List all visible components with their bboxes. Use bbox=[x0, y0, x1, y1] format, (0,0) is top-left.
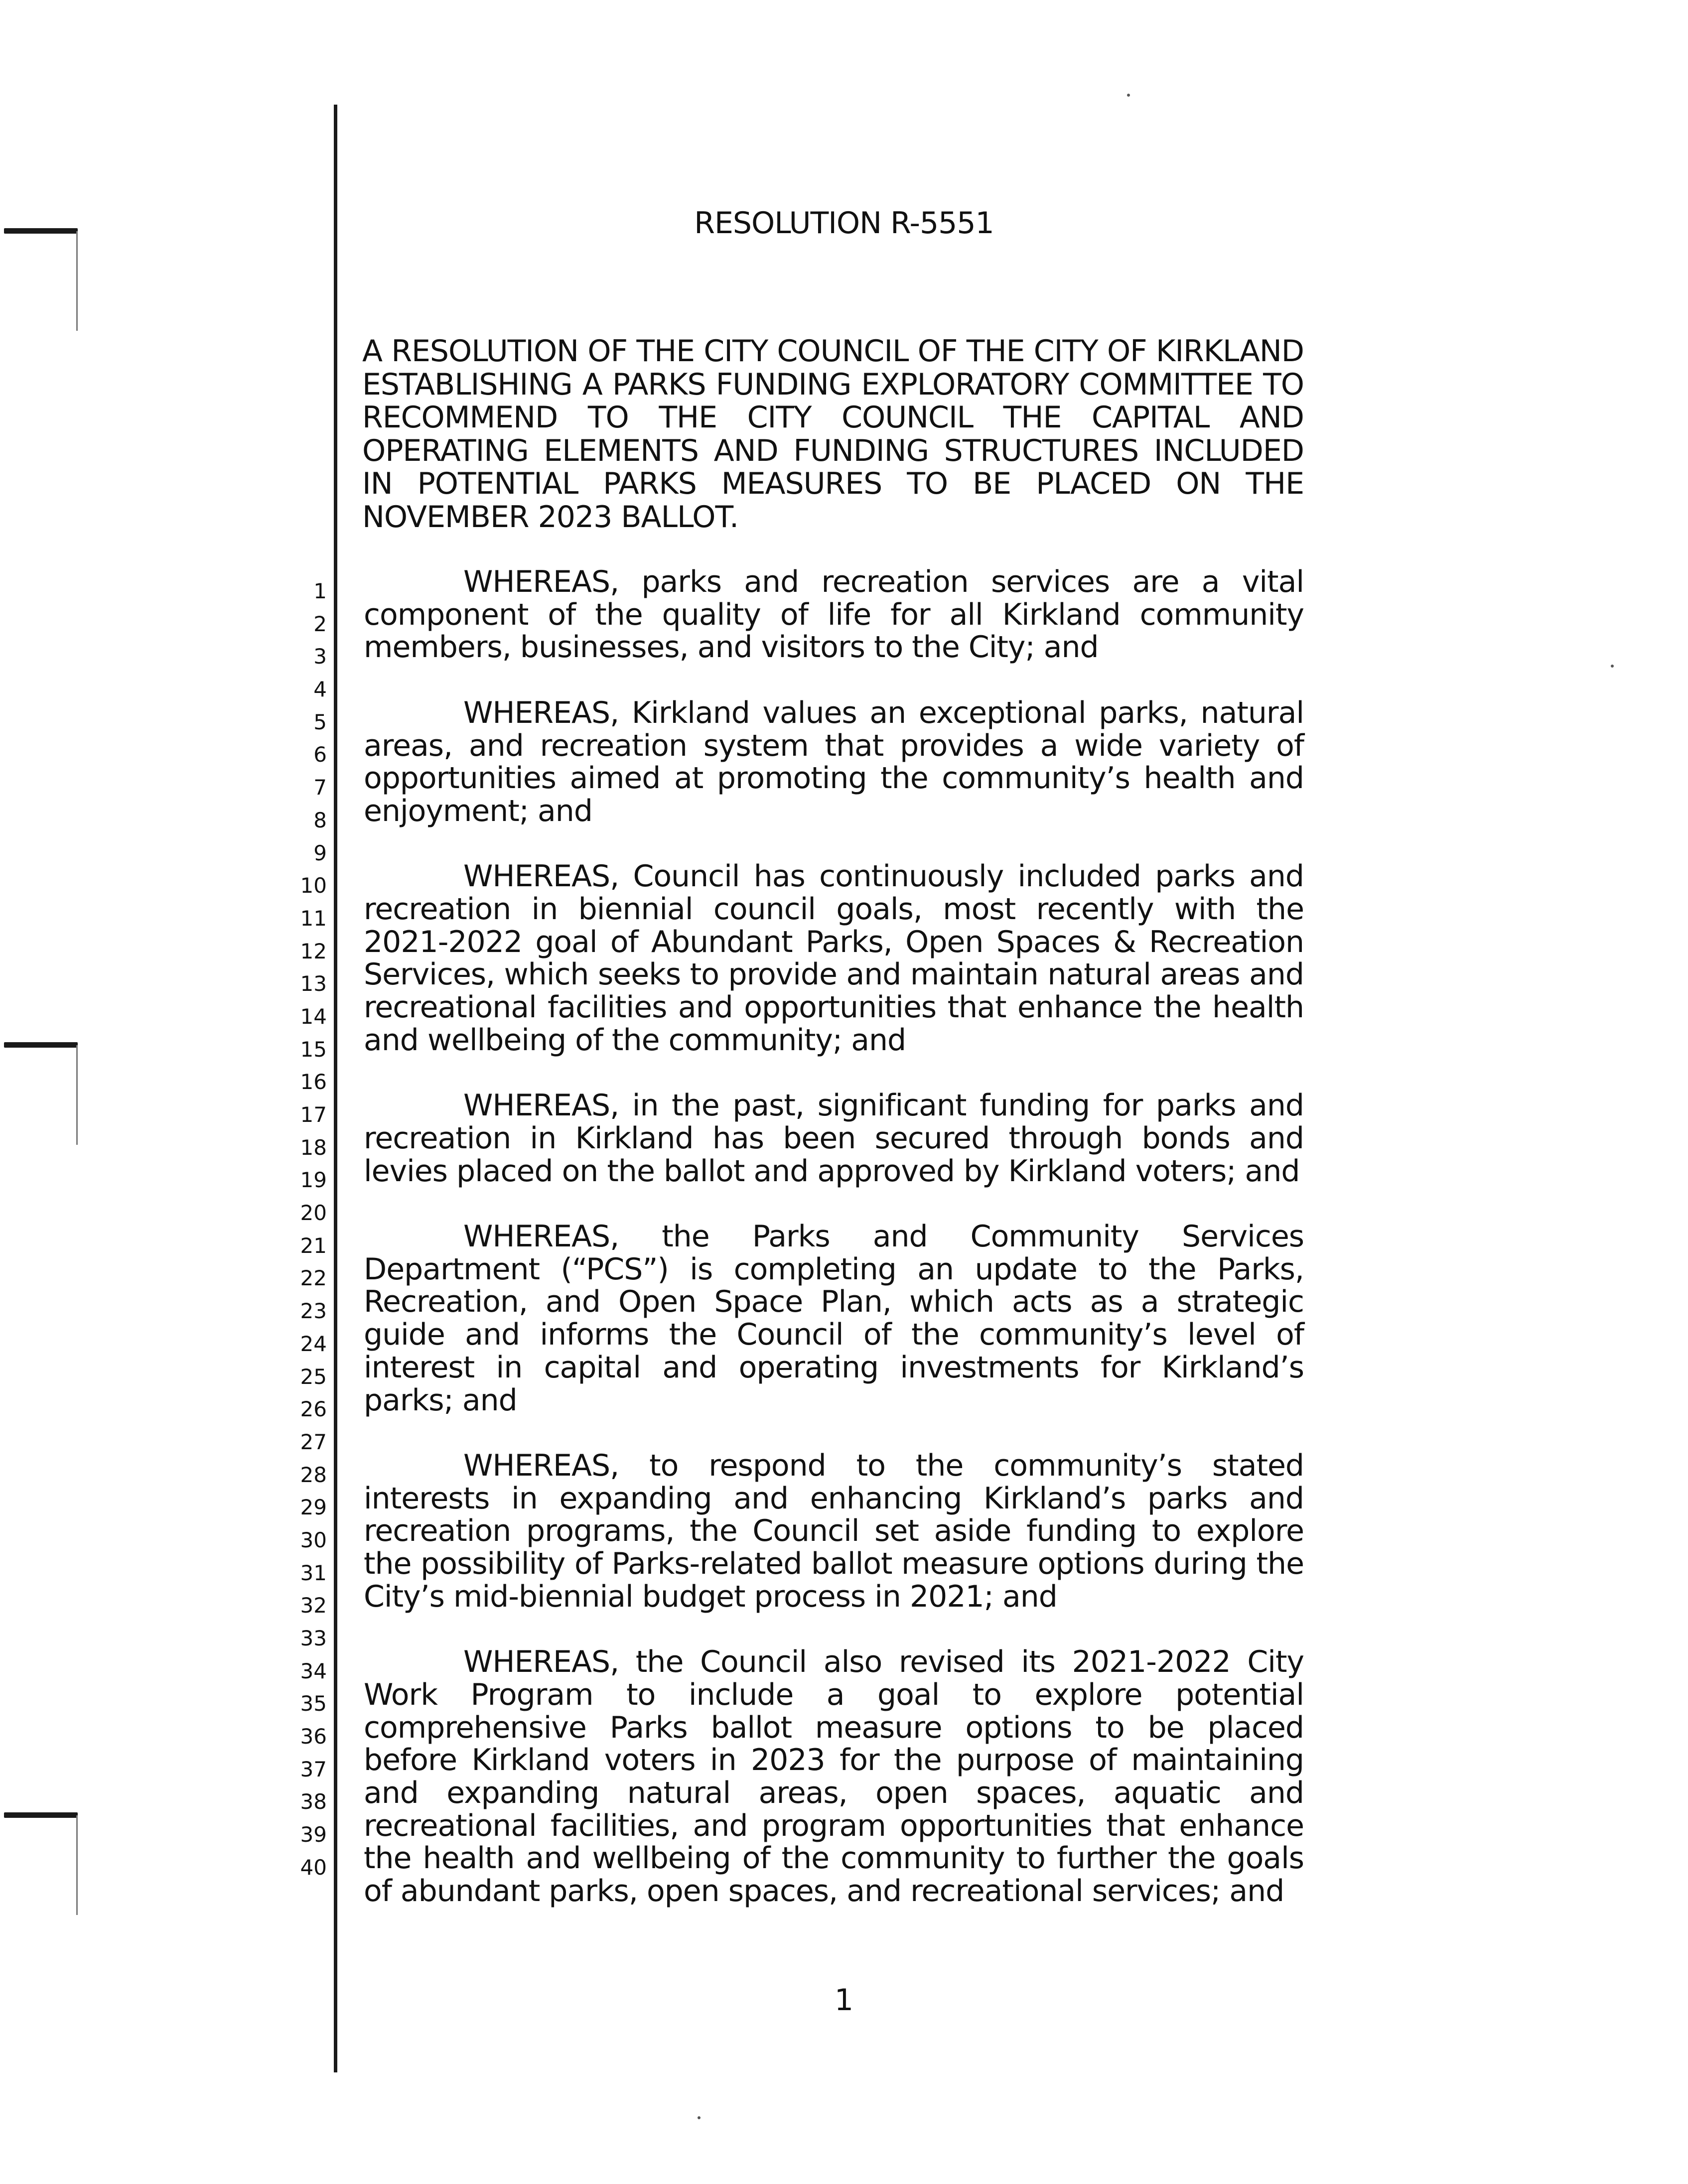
line-number: 17 bbox=[300, 1102, 327, 1127]
line-number: 35 bbox=[300, 1691, 327, 1716]
binder-mark-top bbox=[0, 228, 80, 338]
line-numbers bbox=[279, 575, 327, 1884]
whereas-paragraph: WHEREAS, in the past, significant funding for parks and recreation in Kirkland has been secured through bonds and levies placed on the ballot and approved by Kirkland voters; and bbox=[364, 1088, 1304, 1189]
line-number: 11 bbox=[300, 906, 327, 931]
line-number: 20 bbox=[300, 1201, 327, 1226]
line-number: 39 bbox=[300, 1822, 327, 1847]
line-number: 6 bbox=[313, 742, 327, 767]
line-number: 40 bbox=[300, 1855, 327, 1880]
line-number: 10 bbox=[300, 873, 327, 898]
line-number: 36 bbox=[300, 1724, 327, 1749]
line-number: 12 bbox=[300, 939, 327, 963]
line-number: 13 bbox=[300, 971, 327, 996]
line-number: 8 bbox=[313, 808, 327, 832]
line-number: 32 bbox=[300, 1593, 327, 1618]
line-number: 4 bbox=[313, 677, 327, 702]
resolution-heading: A RESOLUTION OF THE CITY COUNCIL OF THE CITY OF KIRKLAND ESTABLISHING A PARKS FUNDING EXPLORATORY COMMITTEE TO RECOMMEND TO THE CITY COUNCIL THE CAPITAL AND OPERATING ELEMENTS AND FUNDING STRUCTURES INCLUDED IN POTENTIAL PARKS MEASURES TO BE PLACED ON THE NOVEMBER 2023 BALLOT. bbox=[362, 334, 1304, 535]
line-number: 5 bbox=[313, 709, 327, 734]
line-number: 18 bbox=[300, 1135, 327, 1160]
line-number: 22 bbox=[300, 1266, 327, 1291]
line-number: 24 bbox=[300, 1331, 327, 1356]
line-number: 25 bbox=[300, 1364, 327, 1389]
line-number: 33 bbox=[300, 1626, 327, 1650]
line-number: 2 bbox=[313, 611, 327, 636]
whereas-paragraph: WHEREAS, to respond to the community’s stated interests in expanding and enhancing Kirkland’s parks and recreation programs, the Council set aside funding to explore the possibility of Parks-related ballot measure options during the City’s mid-biennial budget process in 2021; and bbox=[364, 1448, 1304, 1614]
line-number: 23 bbox=[300, 1299, 327, 1324]
scan-speck bbox=[698, 2116, 701, 2119]
line-number: 7 bbox=[313, 775, 327, 800]
line-number: 21 bbox=[300, 1233, 327, 1258]
line-number: 3 bbox=[313, 644, 327, 669]
line-number-rule bbox=[334, 105, 337, 2072]
line-number: 16 bbox=[300, 1070, 327, 1094]
scan-speck bbox=[1611, 665, 1614, 668]
whereas-paragraph: WHEREAS, Council has continuously included parks and recreation in biennial council goals, most recently with the 2021-2022 goal of Abundant Parks, Open Spaces & Recreation Services, which seeks to provide and maintain natural areas and recreational facilities and opportunities that enhance the health and wellbeing of the community; and bbox=[364, 859, 1304, 1058]
line-number: 34 bbox=[300, 1658, 327, 1683]
line-number: 15 bbox=[300, 1037, 327, 1062]
line-number: 1 bbox=[313, 579, 327, 603]
whereas-paragraph: WHEREAS, the Parks and Community Services Department (“PCS”) is completing an update to the Parks, Recreation, and Open Space Plan, which acts as a strategic guide and informs the Council of the community’s level of interest in capital and operating investments for Kirkland’s parks; and bbox=[364, 1219, 1304, 1418]
whereas-paragraph: WHEREAS, the Council also revised its 2021-2022 City Work Program to include a goal to explore potential comprehensive Parks ballot measure options to be placed before Kirkland voters in 2023 for the purpose of maintaining and expanding natural areas, open spaces, aquatic and recreational facilities, and program opportunities that enhance the health and wellbeing of the community to further the goals of abundant parks, open spaces, and recreational services; and bbox=[364, 1644, 1304, 1909]
line-number: 19 bbox=[300, 1168, 327, 1193]
line-number: 30 bbox=[300, 1527, 327, 1552]
scan-speck bbox=[1127, 94, 1130, 97]
line-number: 9 bbox=[313, 840, 327, 865]
line-number: 31 bbox=[300, 1560, 327, 1585]
whereas-paragraph: WHEREAS, Kirkland values an exceptional parks, natural areas, and recreation system that provides a wide variety of opportunities aimed at promoting the community’s health and enjoyment; and bbox=[364, 695, 1304, 828]
line-number: 29 bbox=[300, 1495, 327, 1520]
line-number: 38 bbox=[300, 1789, 327, 1814]
whereas-paragraph: WHEREAS, parks and recreation services are a vital component of the quality of life for all Kirkland community members, businesses, and visitors to the City; and bbox=[364, 564, 1304, 665]
line-number: 27 bbox=[300, 1429, 327, 1454]
binder-mark-bottom bbox=[0, 1812, 80, 1922]
page-number: 1 bbox=[834, 1983, 854, 2018]
resolution-body bbox=[364, 566, 1304, 1940]
line-number: 37 bbox=[300, 1757, 327, 1781]
line-number: 26 bbox=[300, 1397, 327, 1422]
line-number: 14 bbox=[300, 1004, 327, 1029]
line-number: 28 bbox=[300, 1462, 327, 1487]
resolution-title: RESOLUTION R-5551 bbox=[694, 206, 994, 241]
binder-mark-middle bbox=[0, 1042, 80, 1152]
